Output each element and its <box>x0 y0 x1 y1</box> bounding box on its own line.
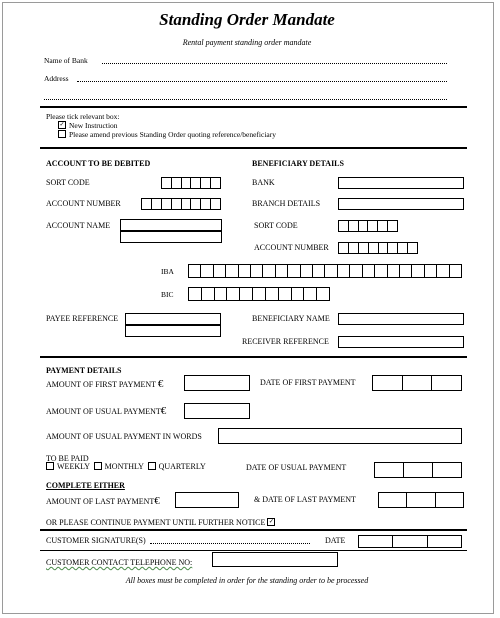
last-payment-date-label: & DATE OF LAST PAYMENT <box>254 495 356 504</box>
beneficiary-bank-label: BANK <box>252 178 275 187</box>
debit-heading: ACCOUNT TO BE DEBITED <box>46 159 151 168</box>
beneficiary-account-number-label: ACCOUNT NUMBER <box>254 243 329 252</box>
usual-payment-words-field[interactable] <box>218 428 462 444</box>
branch-details-field[interactable] <box>338 198 464 210</box>
payment-heading: PAYMENT DETAILS <box>46 366 122 375</box>
debit-account-name-field-1[interactable] <box>120 219 222 231</box>
weekly-option[interactable] <box>46 462 90 471</box>
quarterly-label: QUARTERLY <box>158 462 206 471</box>
beneficiary-heading: BENEFICIARY DETAILS <box>252 159 344 168</box>
receiver-reference-field[interactable] <box>338 336 464 348</box>
beneficiary-name-field[interactable] <box>338 313 464 325</box>
first-payment-date-label: DATE OF FIRST PAYMENT <box>260 378 356 387</box>
usual-payment-amount-label: AMOUNT OF USUAL PAYMENT€ <box>46 405 167 417</box>
debit-account-name-label: ACCOUNT NAME <box>46 221 111 230</box>
quarterly-checkbox[interactable] <box>148 462 156 470</box>
form-subtitle: Rental payment standing order mandate <box>182 38 312 47</box>
iban-boxes[interactable] <box>188 264 462 278</box>
weekly-label: WEEKLY <box>57 462 90 471</box>
telephone-label: CUSTOMER CONTACT TELEPHONE NO: <box>46 558 193 567</box>
debit-account-number-boxes[interactable] <box>141 198 221 210</box>
continue-notice[interactable] <box>46 518 278 527</box>
address-field-line2[interactable] <box>44 99 447 100</box>
bic-label: BIC <box>161 290 174 299</box>
branch-details-label: BRANCH DETAILS <box>252 199 321 208</box>
first-payment-amount-field[interactable] <box>184 375 250 391</box>
monthly-label: MONTHLY <box>104 462 144 471</box>
beneficiary-sort-code-label: SORT CODE <box>254 221 298 230</box>
divider <box>40 356 467 358</box>
receiver-reference-label: RECEIVER REFERENCE <box>242 337 329 346</box>
beneficiary-bank-field[interactable] <box>338 177 464 189</box>
divider <box>40 106 467 108</box>
payee-reference-field-2[interactable] <box>125 325 221 337</box>
debit-sort-code-label: SORT CODE <box>46 178 90 187</box>
beneficiary-name-label: BENEFICIARY NAME <box>252 314 330 323</box>
address-field-line1[interactable] <box>77 81 447 82</box>
divider <box>40 147 467 149</box>
frequency-options <box>46 462 206 471</box>
beneficiary-account-number-boxes[interactable] <box>338 242 418 254</box>
signature-date-label: DATE <box>325 536 346 545</box>
footer-note: All boxes must be completed in order for the standing order to be processed <box>125 576 369 585</box>
divider <box>40 550 467 551</box>
usual-payment-words-label: AMOUNT OF USUAL PAYMENT IN WORDS <box>46 432 202 441</box>
first-payment-date-boxes[interactable] <box>372 375 462 391</box>
option-amend[interactable] <box>58 130 276 139</box>
debit-sort-code-boxes[interactable] <box>161 177 221 189</box>
quarterly-option[interactable] <box>148 462 206 471</box>
telephone-field[interactable] <box>212 552 338 567</box>
usual-payment-amount-field[interactable] <box>184 403 250 419</box>
debit-account-name-field-2[interactable] <box>120 231 222 243</box>
customer-signature-label: CUSTOMER SIGNATURE(S) <box>46 536 146 545</box>
option-new-instruction[interactable] <box>58 121 118 130</box>
monthly-checkbox[interactable] <box>94 462 102 470</box>
name-of-bank-field[interactable] <box>102 63 447 64</box>
bic-boxes[interactable] <box>188 287 330 301</box>
payee-reference-field-1[interactable] <box>125 313 221 325</box>
new-instruction-label: New Instruction <box>69 121 118 130</box>
last-payment-date-boxes[interactable] <box>378 492 464 508</box>
name-of-bank-label: Name of Bank <box>44 56 88 65</box>
last-payment-amount-label: AMOUNT OF LAST PAYMENT€ <box>46 495 160 507</box>
amend-checkbox[interactable] <box>58 130 66 138</box>
customer-signature-field[interactable] <box>150 543 310 544</box>
to-be-paid-label: TO BE PAID <box>46 454 89 463</box>
usual-payment-date-label: DATE OF USUAL PAYMENT <box>246 463 347 472</box>
continue-notice-label: OR PLEASE CONTINUE PAYMENT UNTIL FURTHER NOTICE <box>46 518 266 527</box>
last-payment-amount-field[interactable] <box>175 492 239 508</box>
amend-label: Please amend previous Standing Order quoting reference/beneficiary <box>69 130 277 139</box>
payee-reference-label: PAYEE REFERENCE <box>46 314 119 323</box>
address-label: Address <box>44 74 69 83</box>
complete-either-label: COMPLETE EITHER <box>46 481 125 490</box>
monthly-option[interactable] <box>94 462 144 471</box>
beneficiary-sort-code-boxes[interactable] <box>338 220 398 232</box>
tick-heading: Please tick relevant box: <box>46 112 120 121</box>
debit-account-number-label: ACCOUNT NUMBER <box>46 199 121 208</box>
continue-notice-checkbox[interactable]: ✓ <box>268 519 274 526</box>
iban-label: IBA <box>161 267 174 276</box>
signature-date-boxes[interactable] <box>358 535 462 548</box>
first-payment-amount-label: AMOUNT OF FIRST PAYMENT € <box>46 378 164 390</box>
new-instruction-checkbox[interactable]: ✓ <box>59 122 65 129</box>
divider <box>40 529 467 531</box>
form-title: Standing Order Mandate <box>159 10 335 29</box>
usual-payment-date-boxes[interactable] <box>374 462 462 478</box>
weekly-checkbox[interactable] <box>46 462 54 470</box>
